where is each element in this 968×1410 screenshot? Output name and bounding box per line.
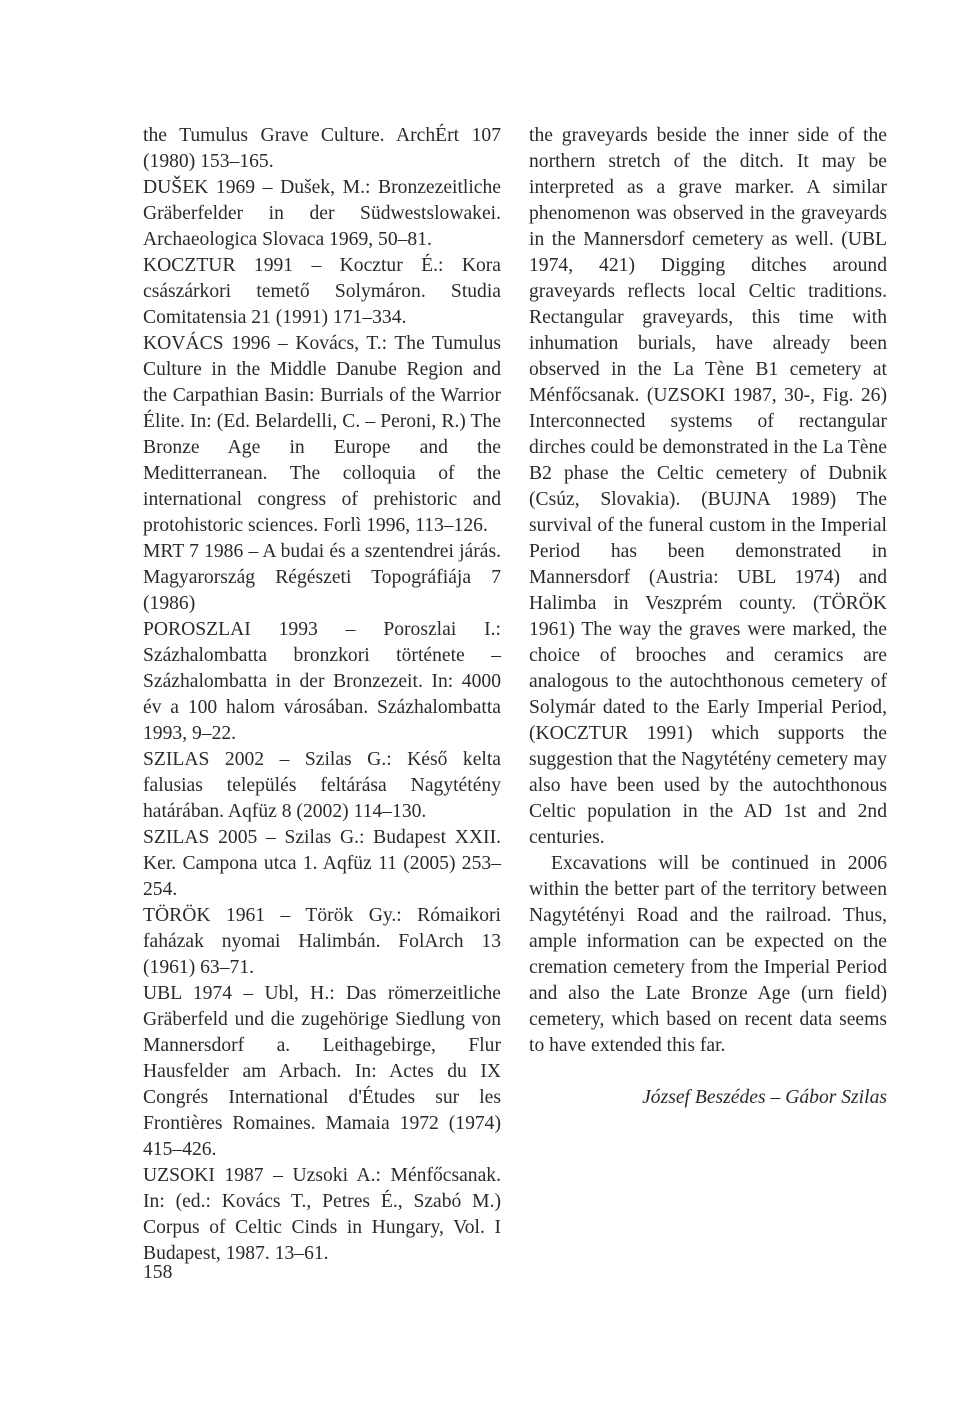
reference-entry: TÖRÖK 1961 – Török Gy.: Rómaikori faházak nyomai Halimbán. FolArch 13 (1961) 63–71.	[143, 905, 501, 978]
author-signature: József Beszédes – Gábor Szilas	[642, 1087, 887, 1108]
reference-entry: POROSZLAI 1993 – Poroszlai I.: Százhalombatta bronzkori története – Százhalombatta in der Bronzezeit. In: 4000 év a 100 halom városában. Százhalombatta 1993, 9–22.	[143, 619, 501, 744]
reference-entry: DUŠEK 1969 – Dušek, M.: Bronzezeitliche Gräberfelder in der Südwestslowakei. Archaeologica Slovaca 1969, 50–81.	[143, 177, 501, 250]
body-paragraph: the graveyards beside the inner side of the northern stretch of the ditch. It may be interpreted as a grave marker. A similar phenomenon was observed in the graveyards in the Mannersdorf cemetery as well. (UBL 1974, 421) Digging ditches around graveyards reflects local Celtic traditions. Rectangular graveyards, this time with inhumation burials, have already been observed in the La Tène B1 cemetery at Ménfőcsanak. (UZSOKI 1987, 30-, Fig. 26) Interconnected systems of rectangular dirches could be demonstrated in the La Tène B2 phase the Celtic cemetery of Dubnik (Csúz, Slovakia). (BUJNA 1989) The survival of the funeral custom in the Imperial Period has been demonstrated in Mannersdorf (Austria: UBL 1974) and Halimba in Veszprém county. (TÖRÖK 1961) The way the graves were marked, the choice of brooches and ceramics are analogous to the autochthonous cemetery of Solymár dated to the Early Imperial Period, (KOCZTUR 1991) which supports the suggestion that the Nagytétény cemetery may also have been used by the autochthonous Celtic population in the AD 1st and 2nd centuries.	[529, 125, 887, 848]
reference-entry: KOCZTUR 1991 – Kocztur É.: Kora császárkori temető Solymáron. Studia Comitatensia 21 (1991) 171–334.	[143, 255, 501, 328]
reference-entry: the Tumulus Grave Culture. ArchÉrt 107 (1980) 153–165.	[143, 125, 501, 172]
body-paragraph: Excavations will be continued in 2006 within the better part of the territory between Nagytétényi Road and the railroad. Thus, ample information can be expected on the cremation cemetery from the Imperial Period and also the Late Bronze Age (urn field) cemetery, which based on recent data seems to have extended this far.	[529, 853, 887, 1056]
reference-entry: SZILAS 2002 – Szilas G.: Késő kelta falusias település feltárása Nagytétény határában. Aqfüz 8 (2002) 114–130.	[143, 749, 501, 822]
reference-list	[143, 123, 501, 1267]
reference-entry: SZILAS 2005 – Szilas G.: Budapest XXII. Ker. Campona utca 1. Aqfüz 11 (2005) 253–254.	[143, 827, 501, 900]
reference-entry: KOVÁCS 1996 – Kovács, T.: The Tumulus Culture in the Middle Danube Region and the Carpathian Basin: Burrials of the Warrior Élite. In: (Ed. Belardelli, C. – Peroni, R.) The Bronze Age in Europe and the Meditterranean. The colloquia of the international congress of prehistoric and protohistoric sciences. Forlì 1996, 113–126.	[143, 333, 501, 536]
reference-entry: UBL 1974 – Ubl, H.: Das römerzeitliche Gräberfeld und die zugehörige Siedlung von Mannersdorf a. Leithagebirge, Flur Hausfelder am Arbach. In: Actes du IX Congrés International d'Études sur les Frontières Romaines. Mamaia 1972 (1974) 415–426.	[143, 983, 501, 1160]
reference-entry: UZSOKI 1987 – Uzsoki A.: Ménfőcsanak. In: (ed.: Kovács T., Petres É., Szabó M.) Corpus of Celtic Cinds in Hungary, Vol. I Budapest, 1987. 13–61.	[143, 1165, 501, 1264]
body-text-column	[529, 123, 887, 1111]
page-number: 158	[143, 1262, 173, 1283]
reference-entry: MRT 7 1986 – A budai és a szentendrei járás. Magyarország Régészeti Topográfiája 7 (1986)	[143, 541, 501, 614]
